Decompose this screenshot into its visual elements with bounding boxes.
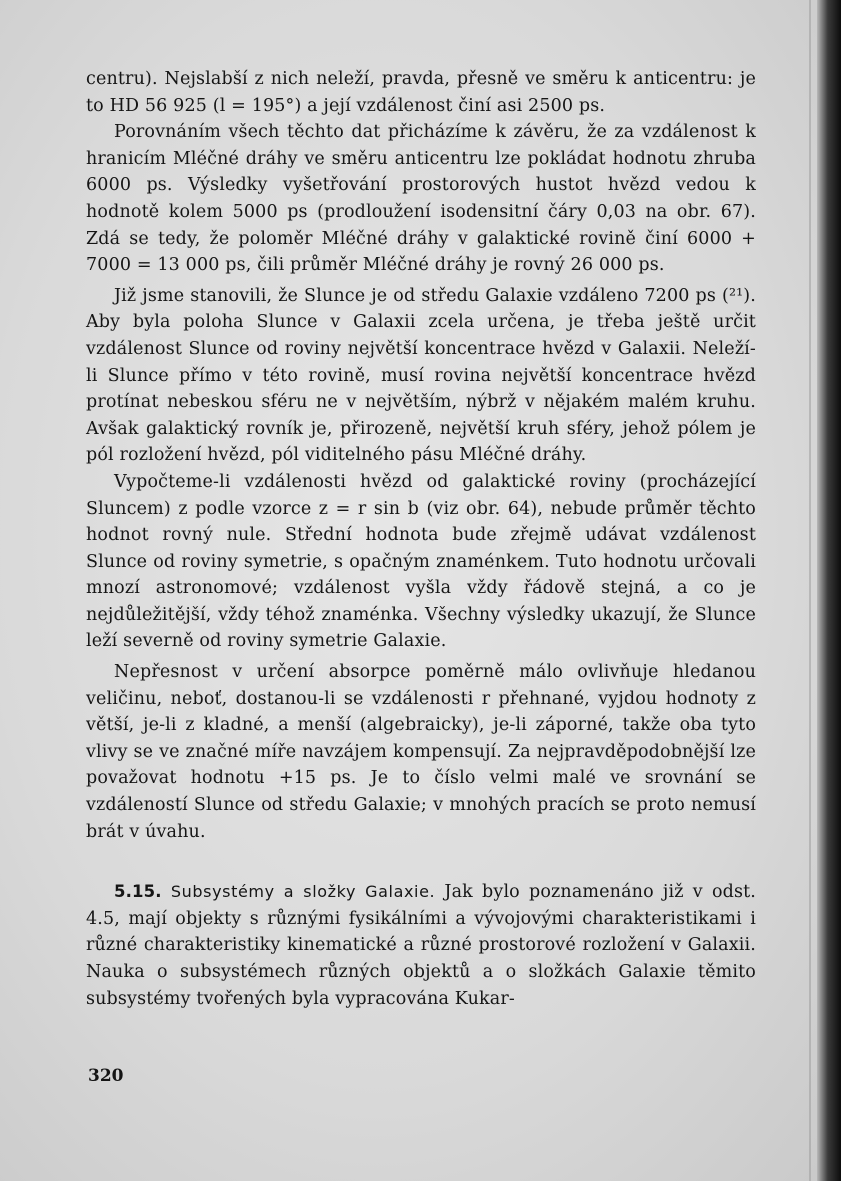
paragraph-2: Porovnáním všech těchto dat přicházíme k závěru, že za vzdálenost k hranicím Mléčné dráhy ve směru anticentru lze pokládat hodnotu zhruba 6000 ps. Výsledky vyšetřování prostorových hustot hvězd vedou k hodnotě kolem 5000 ps (prodloužení isodensitní čáry 0,03 na obr. 67). Zdá se tedy, že poloměr Mléčné dráhy v galaktické rovině činí 6000 + 7000 = 13 000 ps, čili průměr Mléčné dráhy je rovný 26 000 ps. [86, 122, 756, 276]
paragraph-4: Vypočteme-li vzdálenosti hvězd od galaktické roviny (procházející Sluncem) z podle vzorce z = r sin b (viz obr. 64), nebude průměr těchto hodnot rovný nule. Střední hodnota bude zřejmě udávat vzdálenost Slunce od roviny symetrie, s opačným znaménkem. Tuto hodnotu určovali mnozí astronomové; vzdálenost vyšla vždy řádově stejná, a co je nejdůležitější, vždy téhož znaménka. Všechny výsledky ukazují, že Slunce leží severně od roviny symetrie Galaxie. [86, 471, 756, 652]
section-title: Subsystémy a složky Galaxie. [170, 882, 436, 902]
section-paragraph [86, 879, 756, 1012]
paragraph-1: centru). Nejslabší z nich neleží, pravda, přesně ve směru k anticentru: je to HD 56 925 (l = 195°) a její vzdálenost činí asi 2500 ps. [86, 69, 756, 116]
paragraph-3: Již jsme stanovili, že Slunce je od středu Galaxie vzdáleno 7200 ps (²¹). Aby byla poloha Slunce v Galaxii zcela určena, je třeba ještě určit vzdálenost Slunce od roviny největší koncentrace hvězd v Galaxii. Neleží-li Slunce přímo v této rovině, musí rovina největší koncentrace hvězd protínat nebeskou sféru ne v největším, nýbrž v nějakém malém kruhu. Avšak galaktický rovník je, přirozeně, největší kruh sféry, jehož pólem je pól rozložení hvězd, pól viditelného pásu Mléčné dráhy. [86, 285, 756, 466]
page-body [86, 66, 756, 1012]
page-number: 320 [88, 1066, 124, 1086]
book-gutter [817, 0, 841, 1181]
section-number: 5.15. [114, 882, 162, 902]
gutter-shadow-line [809, 0, 811, 1181]
section-text: Jak bylo poznamenáno již v odst. 4.5, mají objekty s různými fysikálními a vývojovými charakteristikami i různé charakteristiky kinematické a různé prostorové rozložení v Galaxii. Nauka o subsystémech různých objektů a o složkách Galaxie těmito subsystémy tvořených byla vypracována Kukar- [86, 882, 757, 1009]
paragraph-5: Nepřesnost v určení absorpce poměrně málo ovlivňuje hledanou veličinu, neboť, dostanou-li se vzdálenosti r přehnané, vyjdou hodnoty z větší, je-li z kladné, a menší (algebraicky), je-li záporné, takže oba tyto vlivy se ve značné míře navzájem kompensují. Za nejpravděpodobnější lze považovat hodnotu +15 ps. Je to číslo velmi malé ve srovnání se vzdáleností Slunce od středu Galaxie; v mnohých pracích se proto nemusí brát v úvahu. [86, 662, 756, 842]
